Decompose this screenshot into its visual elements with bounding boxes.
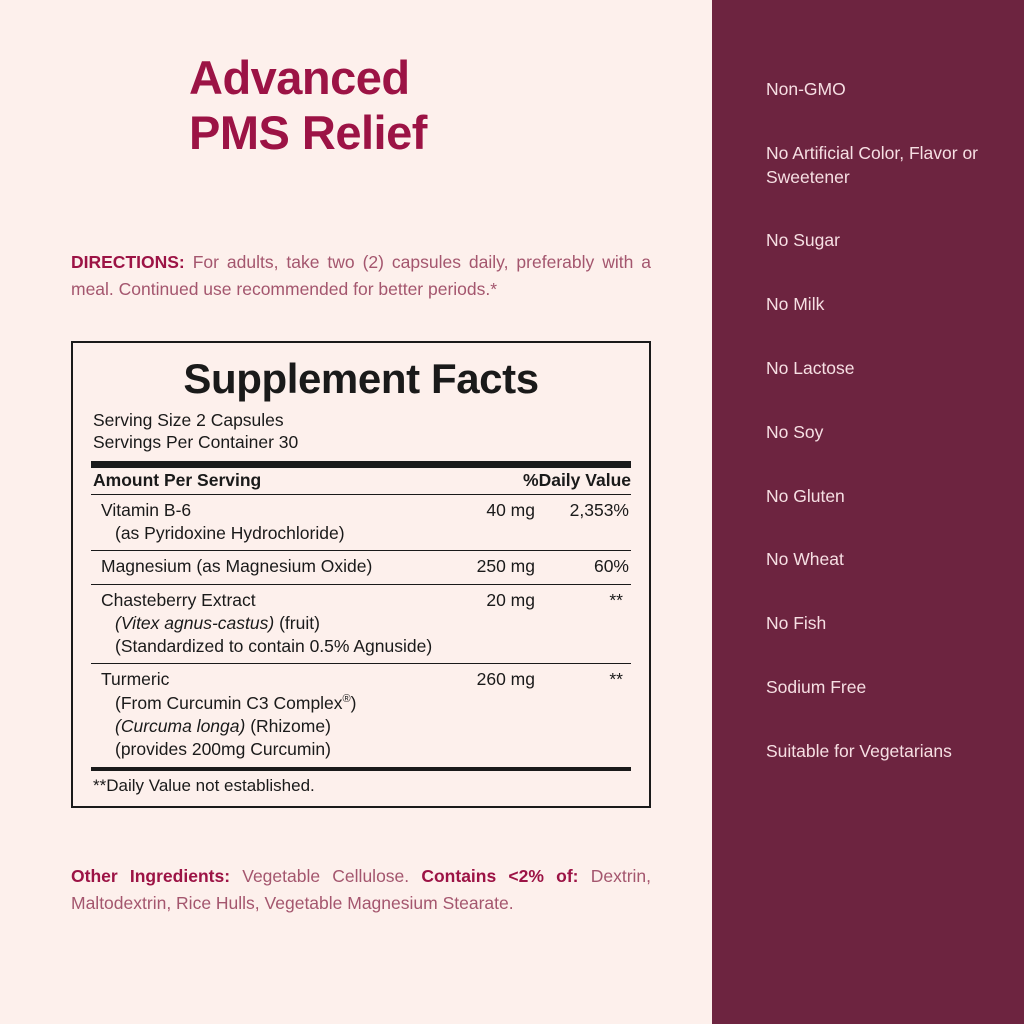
supplement-facts-panel (71, 341, 651, 808)
title-line-1: Advanced (189, 51, 410, 104)
claims-list (766, 0, 1024, 1024)
plant-part: (fruit) (274, 612, 320, 633)
nutrient-daily-value: 2,353% (569, 499, 629, 520)
daily-value-footnote: **Daily Value not established. (93, 775, 315, 795)
nutrient-name: Turmeric (101, 669, 170, 690)
claim-item: Suitable for Vegetarians (766, 740, 952, 761)
claim-item: No Sugar (766, 230, 840, 251)
other-ingredients-text-1: Vegetable Cellulose. (230, 866, 422, 886)
claim-item: No Wheat (766, 549, 844, 570)
claim-item: Sodium Free (766, 676, 867, 697)
nutrient-source (93, 715, 631, 738)
nutrient-name: Chasteberry Extract (101, 589, 256, 610)
standardization-note: (Standardized to contain 0.5% Agnuside) (115, 636, 433, 657)
claim-item: No Fish (766, 613, 827, 634)
contains-label: Contains <2% of: (421, 866, 579, 886)
plant-part: (Rhizome) (245, 716, 331, 736)
source-prefix: (From Curcumin C3 Complex (115, 692, 343, 713)
serving-size: Serving Size 2 Capsules (93, 410, 284, 431)
nutrient-row (91, 585, 631, 664)
serving-info (91, 409, 631, 454)
directions-label: DIRECTIONS: (71, 252, 185, 272)
claim-item: No Soy (766, 421, 824, 442)
nutrient-amount: 250 mg (476, 556, 535, 577)
claim-item: No Milk (766, 294, 825, 315)
claim-item: Non-GMO (766, 79, 846, 99)
title-line-2: PMS Relief (189, 106, 427, 160)
directions-text: For adults, take two (2) capsules daily, preferably with a meal. Continued use recommended for better periods.* (71, 252, 651, 299)
claim-item: No Artificial Color, Flavor or Sweetener (766, 142, 979, 187)
nutrient-source (93, 612, 631, 635)
claims-panel (712, 0, 1024, 1024)
provides-note: (provides 200mg Curcumin) (115, 739, 331, 760)
nutrient-amount: 40 mg (486, 499, 535, 520)
nutrient-row (91, 551, 631, 583)
botanical-name: (Curcuma longa) (115, 716, 246, 736)
botanical-name: (Vitex agnus-castus) (115, 612, 275, 633)
supplement-facts-title: Supplement Facts (183, 355, 539, 402)
other-ingredients-label: Other Ingredients: (71, 866, 231, 886)
claim-item: No Gluten (766, 485, 845, 506)
nutrient-row (91, 664, 631, 766)
nutrient-table-header (91, 468, 631, 494)
other-ingredients-text-2: Dextrin, Maltodextrin, Rice Hulls, Vegetable Magnesium Stearate. (71, 866, 651, 913)
nutrient-amount: 260 mg (476, 669, 535, 690)
nutrient-source: (as Pyridoxine Hydrochloride) (115, 523, 345, 544)
other-ingredients-block (71, 863, 651, 916)
divider-thick-top (91, 461, 631, 468)
nutrient-daily-value: ** (609, 669, 623, 690)
nutrient-source (93, 692, 631, 715)
servings-per-container: Servings Per Container 30 (93, 432, 299, 453)
nutrient-daily-value: 60% (593, 556, 629, 577)
nutrient-name: Vitamin B-6 (101, 499, 192, 520)
directions-block (71, 249, 651, 302)
page-title (189, 50, 427, 161)
registered-trademark-icon: ® (342, 692, 351, 705)
source-suffix: ) (350, 692, 357, 713)
nutrient-name: Magnesium (as Magnesium Oxide) (101, 556, 373, 577)
claim-item: No Lactose (766, 357, 855, 378)
column-header-amount: Amount Per Serving (93, 469, 262, 490)
nutrient-daily-value: ** (609, 589, 623, 610)
nutrient-amount: 20 mg (486, 589, 535, 610)
nutrient-row (91, 495, 631, 551)
column-header-daily-value: %Daily Value (523, 469, 631, 490)
